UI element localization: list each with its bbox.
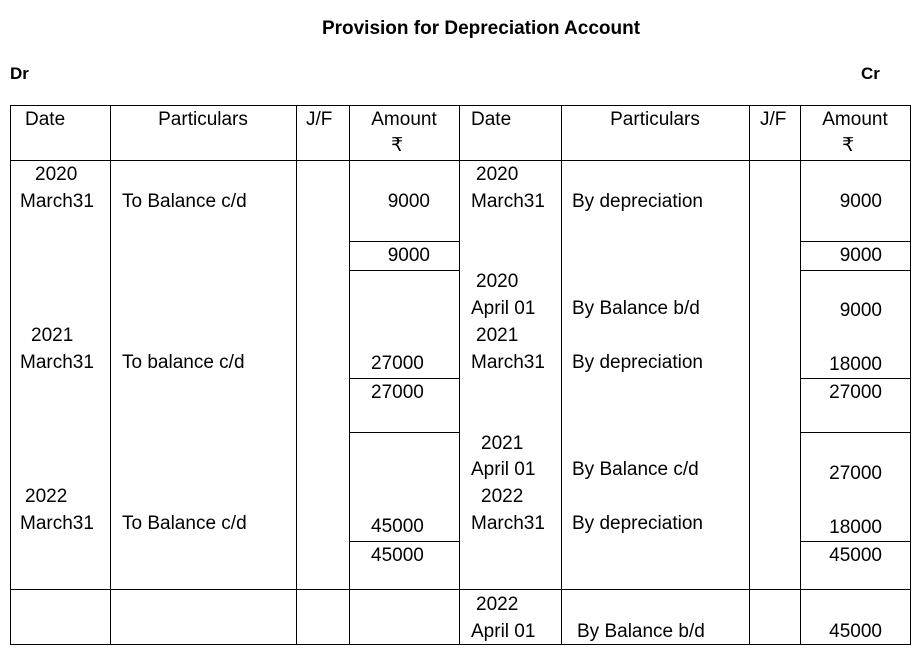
entry-year: 2020 [35, 164, 78, 185]
debit-total: 9000 [387, 245, 430, 266]
entry-date: March31 [20, 191, 94, 212]
entry-amount: 27000 [829, 463, 882, 484]
entry-year: 2022 [481, 486, 524, 507]
grid-line [910, 105, 911, 644]
entry-date: April 01 [471, 459, 536, 480]
header-jf: J/F [760, 109, 787, 130]
credit-total: 9000 [839, 245, 882, 266]
entry-year: 2021 [31, 325, 74, 346]
credit-total: 27000 [829, 382, 882, 403]
total-line [349, 270, 459, 271]
entry-date: March31 [20, 352, 94, 373]
entry-particulars: By depreciation [572, 352, 703, 373]
grid-line [10, 589, 911, 590]
header-particulars: Particulars [610, 109, 700, 130]
entry-date: March31 [471, 513, 545, 534]
entry-amount: 9000 [839, 191, 882, 212]
entry-year: 2020 [476, 164, 519, 185]
credit-total: 45000 [829, 545, 882, 566]
total-line [800, 270, 910, 271]
entry-amount: 9000 [839, 300, 882, 321]
entry-amount: 18000 [829, 517, 882, 538]
entry-particulars: To Balance c/d [122, 513, 247, 534]
header-currency: ₹ [841, 135, 855, 156]
entry-amount: 27000 [371, 353, 424, 374]
header-particulars: Particulars [158, 109, 248, 130]
header-jf: J/F [306, 109, 333, 130]
debit-total: 27000 [371, 382, 424, 403]
total-line [349, 378, 459, 379]
credit-label: Cr [861, 64, 880, 83]
grid-line [10, 644, 911, 645]
total-line [349, 432, 459, 433]
debit-label: Dr [10, 64, 29, 83]
entry-year: 2022 [476, 594, 519, 615]
total-line [349, 241, 459, 242]
grid-line [10, 160, 911, 161]
entry-particulars: To balance c/d [122, 352, 245, 373]
total-line [349, 541, 459, 542]
total-line [800, 432, 910, 433]
header-date: Date [25, 109, 66, 130]
entry-amount: 45000 [371, 516, 424, 537]
debit-total: 45000 [371, 545, 424, 566]
grid-line [749, 105, 750, 644]
entry-particulars: By Balance b/d [577, 621, 705, 642]
page-title: Provision for Depreciation Account [321, 18, 641, 39]
entry-particulars: To Balance c/d [122, 191, 247, 212]
entry-particulars: By depreciation [572, 191, 703, 212]
header-amount: Amount [371, 109, 437, 130]
entry-date: April 01 [471, 298, 536, 319]
grid-line [10, 105, 911, 106]
entry-date: March31 [471, 191, 545, 212]
grid-line [349, 105, 350, 644]
entry-year: 2021 [481, 433, 524, 454]
grid-line [561, 105, 562, 644]
entry-date: April 01 [471, 621, 536, 642]
entry-amount: 9000 [387, 191, 430, 212]
entry-particulars: By depreciation [572, 513, 703, 534]
header-date: Date [471, 109, 512, 130]
total-line [800, 541, 910, 542]
total-line [800, 241, 910, 242]
entry-year: 2022 [25, 486, 68, 507]
header-currency: ₹ [390, 135, 404, 156]
grid-line [296, 105, 297, 644]
total-line [800, 378, 910, 379]
entry-date: March31 [20, 513, 94, 534]
entry-year: 2020 [476, 271, 519, 292]
entry-amount: 45000 [829, 621, 882, 642]
entry-amount: 18000 [829, 354, 882, 375]
entry-particulars: By Balance b/d [572, 298, 700, 319]
grid-line [10, 105, 11, 644]
entry-date: March31 [471, 352, 545, 373]
header-amount: Amount [822, 109, 888, 130]
entry-year: 2021 [476, 325, 519, 346]
grid-line [110, 105, 111, 644]
grid-line [459, 105, 460, 644]
entry-particulars: By Balance c/d [572, 459, 699, 480]
